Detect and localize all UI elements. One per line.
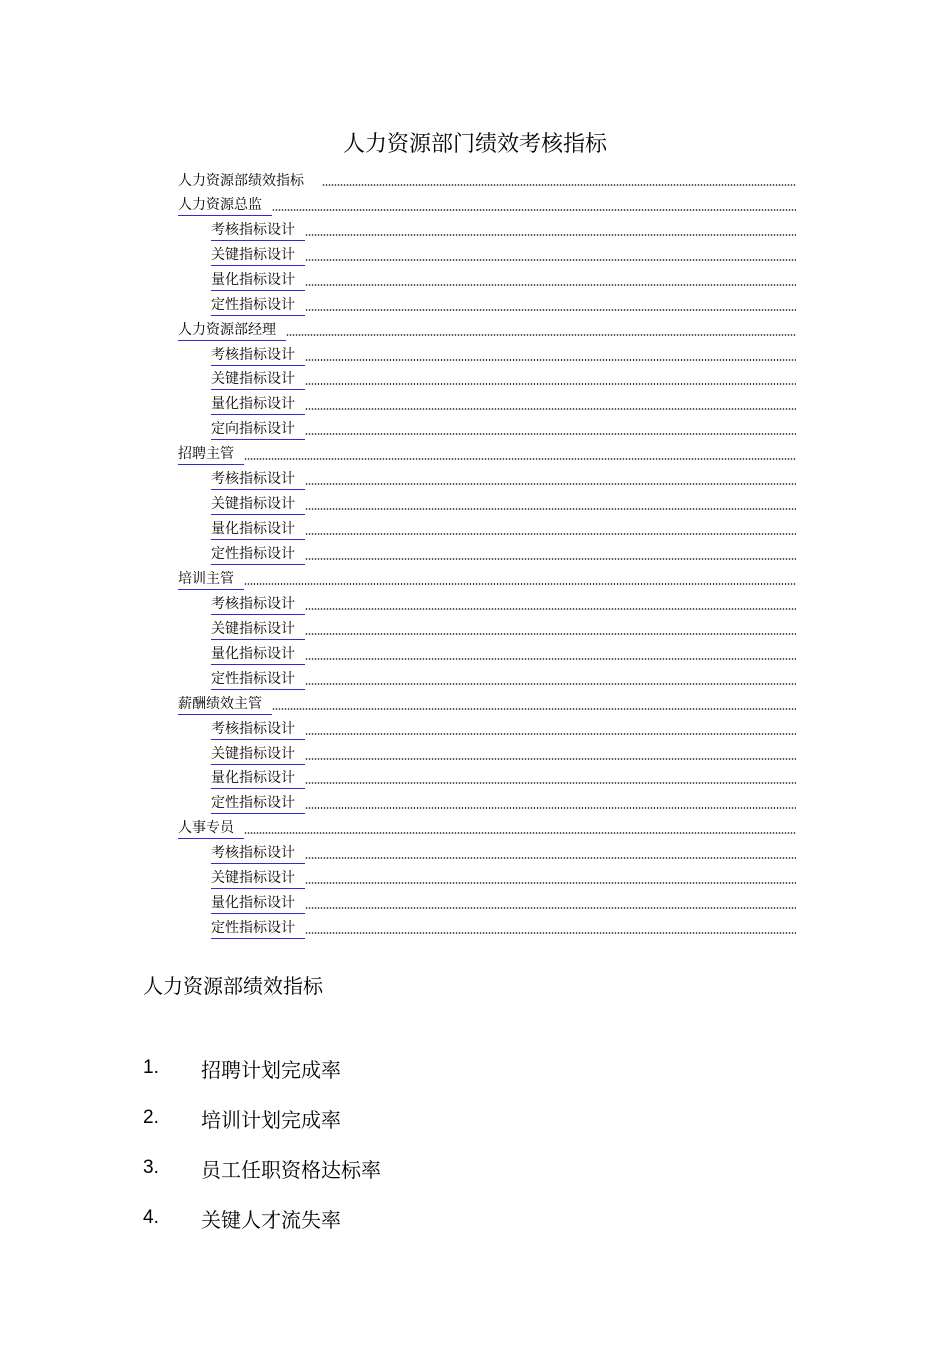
toc-leader-dots [305, 881, 796, 885]
toc-leader-dots [305, 657, 796, 661]
toc-leader-dots [305, 732, 796, 736]
toc-entry-label: 关键指标设计 [211, 869, 305, 889]
toc-entry-label: 定性指标设计 [211, 670, 305, 690]
toc-subentry[interactable] [178, 640, 796, 665]
toc-subentry[interactable] [178, 615, 796, 640]
toc-leader-dots [322, 183, 796, 187]
toc-leader-dots [286, 333, 796, 337]
toc-subentry[interactable] [178, 590, 796, 615]
toc-leader-dots [305, 781, 796, 785]
toc-subentry[interactable] [178, 839, 796, 864]
list-item-text: 员工任职资格达标率 [201, 1157, 381, 1182]
toc-subentry[interactable] [178, 216, 796, 241]
toc-entry-label: 考核指标设计 [211, 595, 305, 615]
toc-entry[interactable] [178, 316, 796, 341]
toc-leader-dots [305, 507, 796, 511]
toc-subentry[interactable] [178, 540, 796, 565]
toc-subentry[interactable] [178, 266, 796, 291]
toc-entry [178, 166, 796, 191]
list-item [143, 1043, 743, 1093]
toc-entry-label: 定向指标设计 [211, 420, 305, 440]
toc-leader-dots [305, 482, 796, 486]
toc-subentry[interactable] [178, 864, 796, 889]
toc-entry-label: 招聘主管 [178, 445, 244, 465]
toc-entry-label: 薪酬绩效主管 [178, 695, 272, 715]
toc-subentry[interactable] [178, 515, 796, 540]
list-item [143, 1093, 743, 1143]
list-item [143, 1193, 743, 1243]
list-item-number: 3. [143, 1157, 159, 1178]
table-of-contents [178, 166, 796, 939]
toc-leader-dots [272, 707, 796, 711]
toc-leader-dots [305, 607, 796, 611]
toc-entry[interactable] [178, 690, 796, 715]
toc-entry-label: 人力资源总监 [178, 196, 272, 216]
toc-leader-dots [305, 557, 796, 561]
toc-leader-dots [244, 582, 796, 586]
toc-entry-label: 关键指标设计 [211, 370, 305, 390]
list-item-number: 4. [143, 1207, 159, 1228]
toc-subentry[interactable] [178, 490, 796, 515]
toc-leader-dots [305, 258, 796, 262]
list-item-text: 培训计划完成率 [201, 1107, 341, 1132]
toc-leader-dots [305, 632, 796, 636]
toc-subentry[interactable] [178, 366, 796, 391]
toc-leader-dots [305, 382, 796, 386]
toc-entry-label: 量化指标设计 [211, 645, 305, 665]
toc-leader-dots [244, 457, 796, 461]
toc-leader-dots [305, 308, 796, 312]
toc-leader-dots [305, 856, 796, 860]
toc-leader-dots [305, 233, 796, 237]
toc-entry-label: 定性指标设计 [211, 919, 305, 939]
toc-subentry[interactable] [178, 415, 796, 440]
toc-entry-label: 人事专员 [178, 819, 244, 839]
toc-entry-label: 考核指标设计 [211, 221, 305, 241]
toc-subentry[interactable] [178, 390, 796, 415]
toc-entry[interactable] [178, 191, 796, 216]
toc-entry[interactable] [178, 440, 796, 465]
toc-entry-label: 关键指标设计 [211, 745, 305, 765]
toc-leader-dots [272, 208, 796, 212]
toc-subentry[interactable] [178, 291, 796, 316]
toc-subentry[interactable] [178, 715, 796, 740]
toc-entry-label: 量化指标设计 [211, 894, 305, 914]
toc-leader-dots [244, 831, 796, 835]
toc-entry-label: 关键指标设计 [211, 495, 305, 515]
list-item-text: 关键人才流失率 [201, 1207, 341, 1232]
toc-entry-label: 定性指标设计 [211, 794, 305, 814]
toc-leader-dots [305, 283, 796, 287]
toc-entry[interactable] [178, 565, 796, 590]
toc-subentry[interactable] [178, 914, 796, 939]
toc-subentry[interactable] [178, 889, 796, 914]
list-item-number: 1. [143, 1057, 159, 1078]
toc-entry-label: 考核指标设计 [211, 844, 305, 864]
toc-entry-label: 量化指标设计 [211, 520, 305, 540]
toc-entry-label: 量化指标设计 [211, 395, 305, 415]
toc-entry-label: 人力资源部经理 [178, 321, 286, 341]
toc-leader-dots [305, 931, 796, 935]
list-item-text: 招聘计划完成率 [201, 1057, 341, 1082]
section-heading: 人力资源部绩效指标 [143, 974, 323, 998]
toc-entry-label: 量化指标设计 [211, 769, 305, 789]
toc-entry-label: 量化指标设计 [211, 271, 305, 291]
list-item [143, 1143, 743, 1193]
toc-entry-label: 人力资源部绩效指标 [178, 172, 304, 189]
toc-leader-dots [305, 407, 796, 411]
toc-entry-label: 定性指标设计 [211, 296, 305, 316]
toc-entry-label: 定性指标设计 [211, 545, 305, 565]
toc-leader-dots [305, 532, 796, 536]
toc-entry-label: 关键指标设计 [211, 246, 305, 266]
list-item-number: 2. [143, 1107, 159, 1128]
toc-leader-dots [305, 682, 796, 686]
toc-entry-label: 考核指标设计 [211, 720, 305, 740]
toc-entry-label: 培训主管 [178, 570, 244, 590]
toc-subentry[interactable] [178, 465, 796, 490]
toc-leader-dots [305, 432, 796, 436]
toc-subentry[interactable] [178, 789, 796, 814]
toc-subentry[interactable] [178, 740, 796, 765]
toc-entry-label: 考核指标设计 [211, 470, 305, 490]
toc-subentry[interactable] [178, 765, 796, 790]
indicator-list [143, 1043, 743, 1243]
toc-entry-label: 关键指标设计 [211, 620, 305, 640]
toc-leader-dots [305, 906, 796, 910]
toc-entry[interactable] [178, 814, 796, 839]
toc-entry-label: 考核指标设计 [211, 346, 305, 366]
toc-subentry[interactable] [178, 341, 796, 366]
toc-leader-dots [305, 757, 796, 761]
toc-subentry[interactable] [178, 241, 796, 266]
toc-leader-dots [305, 806, 796, 810]
toc-subentry[interactable] [178, 665, 796, 690]
toc-leader-dots [305, 358, 796, 362]
document-title: 人力资源部门绩效考核指标 [342, 132, 607, 157]
